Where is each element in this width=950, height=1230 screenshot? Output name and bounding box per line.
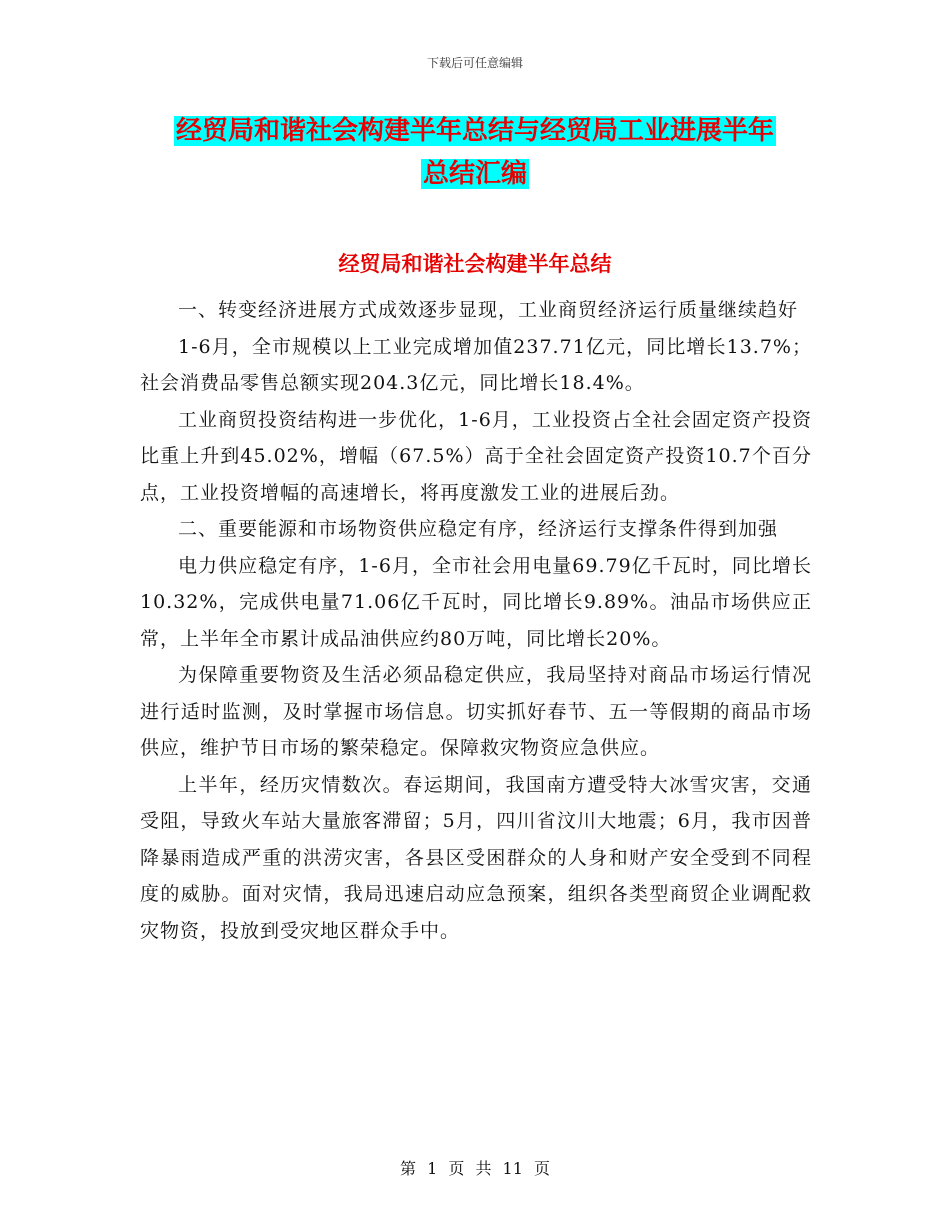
page-footer: 第 1 页 共 11 页 [400, 1159, 550, 1178]
paragraph-3: 工业商贸投资结构进一步优化，1-6月，工业投资占全社会固定资产投资比重上升到45.02%，增幅（67.5%）高于全社会固定资产投资10.7个百分点，工业投资增幅的高速增长，将再度激发工业的进展后劲。 [140, 408, 812, 504]
document-body [140, 292, 812, 949]
page-header-note: 下载后可任意编辑 [426, 56, 523, 70]
section-title: 经贸局和谐社会构建半年总结 [338, 252, 612, 276]
paragraph-7: 上半年，经历灾情数次。春运期间，我国南方遭受特大冰雪灾害，交通受阻，导致火车站大量旅客滞留；5月，四川省汶川大地震；6月，我市因普降暴雨造成严重的洪涝灾害，各县区受困群众的人身和财产安全受到不同程度的威胁。面对灾情，我局迅速启动应急预案，组织各类型商贸企业调配救灾物资，投放到受灾地区群众手中。 [140, 773, 812, 942]
paragraph-2: 1-6月，全市规模以上工业完成增加值237.71亿元，同比增长13.7%；社会消费品零售总额实现204.3亿元，同比增长18.4%。 [140, 335, 812, 394]
document-title-line-1: 经贸局和谐社会构建半年总结与经贸局工业进展半年 [175, 116, 774, 146]
document-title-line-2: 总结汇编 [422, 159, 527, 189]
paragraph-6: 为保障重要物资及生活必须品稳定供应，我局坚持对商品市场运行情况进行适时监测，及时掌握市场信息。切实抓好春节、五一等假期的商品市场供应，维护节日市场的繁荣稳定。保障救灾物资应急供应。 [140, 664, 812, 759]
paragraph-4: 二、重要能源和市场物资供应稳定有序，经济运行支撑条件得到加强 [178, 518, 779, 540]
paragraph-5: 电力供应稳定有序，1-6月，全市社会用电量69.79亿千瓦时，同比增长10.32%，完成供电量71.06亿千瓦时，同比增长9.89%。油品市场供应正常，上半年全市累计成品油供应约80万吨，同比增长20%。 [140, 554, 812, 650]
paragraph-1: 一、转变经济进展方式成效逐步显现，工业商贸经济运行质量继续趋好 [178, 299, 799, 321]
document-title [0, 110, 950, 196]
